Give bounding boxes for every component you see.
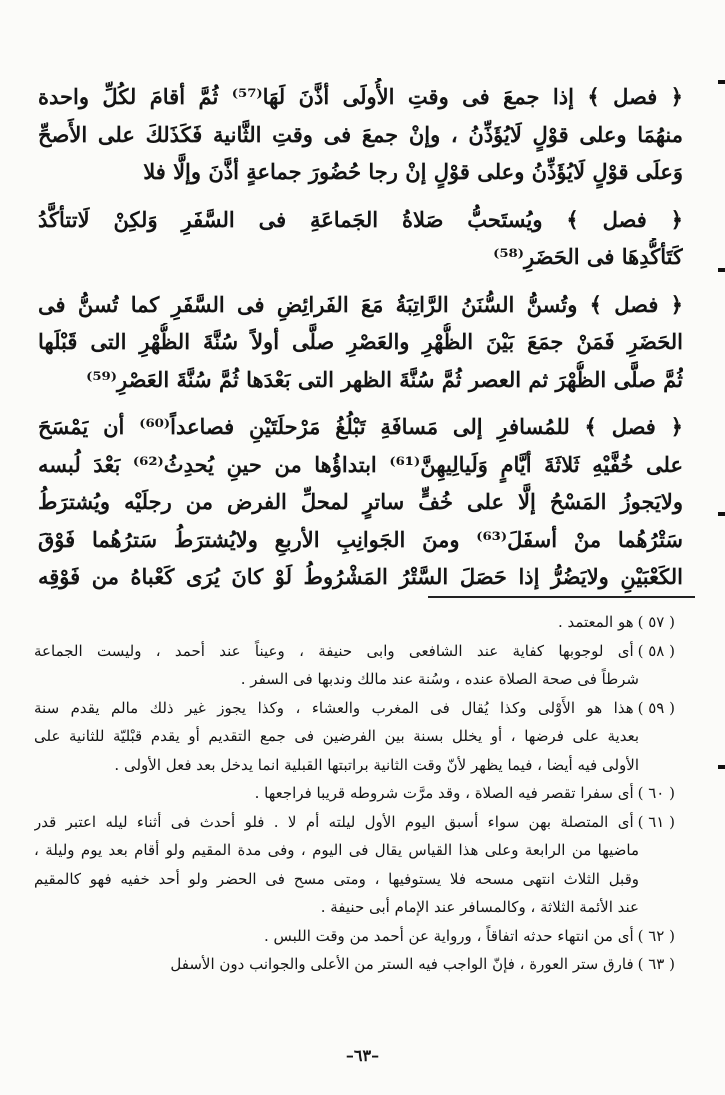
text-line: ﴿ فصل ﴾ ويُستَحبُّ صَلاةُ الجَماعَةِ فى السَّفَرِ وَلكِنْ لَاتتأكَّدُ (38, 206, 683, 232)
text-line: منهُمَا وعلى قوْلٍ لَايُؤَذِّنُ ، وإنْ جمعَ فى وقتِ الثَّانية فَكَذَلكَ على الأَصحِّ (38, 121, 683, 147)
footnotes (34, 608, 675, 979)
margin-mark (718, 765, 725, 769)
text-line: ﴿ فصل ﴾ للمُسافرِ إلى مَسافَةِ تَبْلُغُ مَرْحلَتَيْنِ فصاعداً⁽⁶⁰⁾ أن يَمْسَحَ (38, 414, 683, 439)
text-line: كَتَأكُّدِهَا فى الحَضَرِ⁽⁵⁸⁾ (493, 244, 683, 269)
margin-mark (718, 512, 725, 516)
paragraph-fasl-jamaa (38, 201, 683, 276)
text-line: ﴿ فصل ﴾ إذا جمعَ فى وقتِ الأُولَى أذَّنَ لَهَا⁽⁵⁷⁾ ثُمَّ أقامَ لكُلِّ واحدة (38, 84, 683, 109)
paragraph-fasl-sunan (38, 286, 683, 399)
footnote-line: شرطاً فى صحة الصلاة عنده ، وسُنة عند مالك وندبها فى السفر . (240, 670, 639, 688)
page-number: –٦٣– (345, 1046, 380, 1065)
footnote-separator (428, 596, 695, 598)
text-line: الكَعْبَيْنِ ولايَضُرُّ إذا حَصَلَ السَّتْرُ المَشْرُوطُ لَوْ كانَ يُرَى كَعْباهُ من فَوْقِه (38, 564, 683, 589)
footnote-line (34, 694, 675, 723)
footnote-58 (34, 637, 675, 694)
main-text (38, 78, 683, 606)
footnote-62 (34, 922, 675, 951)
footnote-number: ( ٦٣ ) (637, 955, 675, 973)
footnote-line (34, 808, 675, 837)
text-line: سَتْرُهُما منْ أسفَلَ⁽⁶³⁾ ومنَ الجَوانِبِ الأربعِ ولايُشترَطُ سَترُهُما فَوْقَ (38, 526, 683, 552)
footnote-line (34, 779, 675, 808)
footnote-line: الأولى فيه أيضا ، فيما يظهر لأنّ وقت الثانية براتبتها القبلية انما يدخل بعد فعل الأولى . (114, 755, 639, 774)
footnote-60 (34, 779, 675, 808)
text-line: ﴿ فصل ﴾ وتُسنُّ السُّنَنُ الرَّاتِبَةُ مَعَ الفَرائِضِ فى السَّفَرِ كما تُسنُّ فى (38, 291, 683, 317)
footnote-line (34, 950, 675, 979)
footnote-text: هو المعتمد . (557, 613, 634, 631)
footnote-number: ( ٥٩ ) (637, 698, 675, 717)
footnote-number: ( ٦٠ ) (637, 784, 675, 802)
footnote-59 (34, 694, 675, 780)
paragraph-fasl-mash (38, 408, 683, 596)
paragraph-fasl-jam (38, 78, 683, 191)
footnote-text: أى سفرا تقصر فيه الصلاة ، وقد مرَّت شروطه قريبا فراجعها . (254, 784, 634, 802)
text-line: وَعلَى قوْلٍ لَايُؤَذِّنُ وعلى قوْلٍ إنْ رجا حُضُورَ جماعةٍ أذَّنَ وإلَّا فلا (143, 159, 683, 184)
footnote-line (34, 922, 675, 951)
footnote-line: ماضيها من الرابعة وعلى هذا القياس يقال فى اليوم ، وفى مدة المقيم ولو أقام بعد يوم وليلة ، (34, 841, 639, 859)
footnote-line: عند الأئمة الثلاثة ، وكالمسافر عند الإمام أبى حنيفة . (320, 898, 639, 916)
footnote-line (34, 608, 675, 637)
footnote-line: وقبل الثلاث انتهى مسحه فلا يستوفيها ، ومتى مسح فى الحضر ولو أحد خفيه فهو كالمقيم (34, 869, 639, 888)
margin-mark (718, 268, 725, 272)
footnote-line: بعدية على فرضها ، أو يخلل بسنة بين الفرضين فى جمع التقديم أو يقدم قبْليّة للثانية على (34, 727, 639, 745)
text-line: على خُفَّيْهِ ثَلاثَةَ أيَّامٍ وَلَيالِيهِنَّ⁽⁶¹⁾ ابتداؤُها من حينِ يُحدِثُ⁽⁶²⁾ بَعْدَ لُبسه (38, 451, 683, 477)
footnote-number: ( ٦٢ ) (637, 926, 675, 945)
text-line: ولايَجوزُ المَسْحُ إلَّا على خُفٍّ ساترٍ لمحلِّ الفرض من رجلَيْه ويُشترَطُ (38, 489, 683, 514)
footnote-text: أى المتصلة بهن سواء أسبق اليوم الأول ليلته أم لا . فلو أحدث فى أثناء ليله اعتبر قدر (34, 812, 634, 831)
text-line: الحَضَرِ فَمَنْ جمَعَ بَيْنَ الظُّهْرِ والعَصْرِ صلَّى أولاً سُنَّةَ الظُّهْرِ التى قَبْلَها (38, 329, 683, 354)
footnote-text: هذا هو الأَوْلى وكذا يُقال فى المغرب والعشاء ، وكذا يجوز غير ذلك مالم يقدم سنة (34, 698, 634, 717)
footnote-text: أى لوجوبها كفاية عند الشافعى وابى حنيفة ، وعيناً عند أحمد ، وليست الجماعة (34, 641, 634, 660)
footnote-63 (34, 950, 675, 979)
footnote-line (34, 637, 675, 666)
text-line: ثُمَّ صلَّى الظُّهْرَ ثم العصر ثُمَّ سُنَّةَ الظهر التى بَعْدَها ثُمَّ سُنَّةَ العَصْرِ⁽⁵⁹⁾ (86, 366, 683, 392)
footnote-number: ( ٥٨ ) (637, 641, 675, 660)
margin-mark (718, 80, 725, 84)
footnote-text: أى من انتهاء حدثه اتفاقاً ، ورواية عن أحمد من وقت اللبس . (264, 926, 634, 945)
footnote-number: ( ٥٧ ) (637, 613, 675, 631)
footnote-57 (34, 608, 675, 637)
footnote-61 (34, 808, 675, 922)
footnote-number: ( ٦١ ) (637, 812, 675, 831)
footnote-text: فارق ستر العورة ، فإنّ الواجب فيه الستر من الأعلى والجوانب دون الأسفل (170, 955, 634, 973)
